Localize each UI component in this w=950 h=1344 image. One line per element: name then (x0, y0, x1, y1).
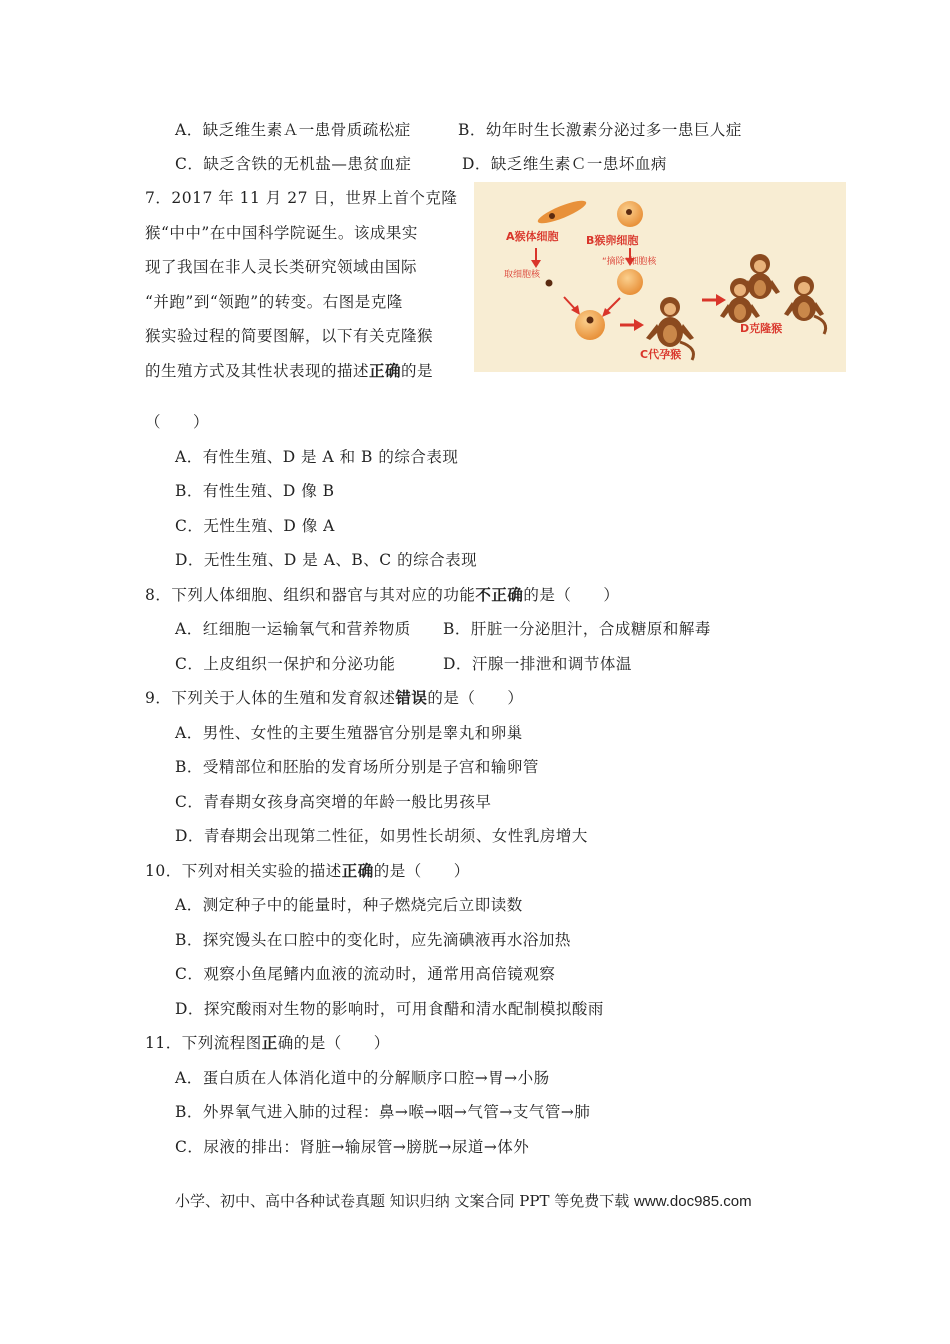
q7-stem-line-1: 7．2017 年 11 月 27 日，世界上首个克隆 (145, 189, 458, 207)
q6-option-a: A．缺乏维生素Ａ一患骨质疏松症 (175, 121, 411, 139)
label-d-cloned-monkey: D克隆猴 (740, 322, 783, 335)
cloned-monkey-diagram-svg (474, 182, 846, 372)
q6-option-c: C．缺乏含铁的无机盐—患贫血症 (175, 155, 412, 173)
q8-option-c: C．上皮组织一保护和分泌功能 (175, 655, 396, 673)
q10-option-b: B．探究馒头在口腔中的变化时，应先滴碘液再水浴加热 (175, 931, 571, 949)
somatic-cell-nucleus (549, 213, 555, 219)
q11-option-c: C．尿液的排出：肾脏→输尿管→膀胱→尿道→体外 (175, 1138, 530, 1156)
page-footer (175, 1190, 752, 1211)
q9-stem: 9．下列关于人体的生殖和发育叙述错误的是（ ） (145, 689, 524, 707)
q8-emphasis: 不正确 (475, 586, 524, 604)
q8-stem: 8．下列人体细胞、组织和器官与其对应的功能不正确的是（ ） (145, 586, 620, 604)
q10-option-d: D．探究酸雨对生物的影响时，可用食醋和清水配制模拟酸雨 (175, 1000, 604, 1018)
q9-option-c: C．青春期女孩身高突增的年龄一般比男孩早 (175, 793, 492, 811)
q8-option-a: A．红细胞一运输氧气和营养物质 (175, 620, 411, 638)
q7-stem-line-6: 的生殖方式及其性状表现的描述正确的是 (145, 362, 434, 380)
label-take-nucleus: 取细胞核 (504, 270, 541, 280)
label-a-somatic-cell: A猴体细胞 (506, 230, 559, 243)
label-b-egg-cell: B猴卵细胞 (586, 234, 639, 247)
cloned-monkey-diagram (474, 182, 846, 372)
q7-option-c: C．无性生殖、D 像 A (175, 517, 335, 535)
q11-stem: 11．下列流程图正确的是（ ） (145, 1034, 390, 1052)
q6-option-d: D．缺乏维生素Ｃ一患坏血病 (462, 155, 667, 173)
reconstructed-egg-shape (575, 310, 605, 340)
q9-option-b: B．受精部位和胚胎的发育场所分别是子宫和输卵管 (175, 758, 539, 776)
cloned-monkey-icon-3 (784, 276, 826, 334)
q9-option-d: D．青春期会出现第二性征，如男性长胡须、女性乳房增大 (175, 827, 588, 845)
q8-option-b: B．肝脏一分泌胆汁，合成糖原和解毒 (443, 620, 711, 638)
q9-emphasis: 错误 (395, 689, 428, 707)
q7-option-b: B．有性生殖、D 像 B (175, 482, 335, 500)
q6-option-b: B．幼年时生长激素分泌过多一患巨人症 (458, 121, 742, 139)
footer-link[interactable]: www.doc985.com (634, 1193, 752, 1210)
q9-option-a: A．男性、女性的主要生殖器官分别是睾丸和卵巢 (175, 724, 523, 742)
q7-answer-bracket: （ ） (145, 413, 210, 431)
label-remove-nucleus: “摘除”细胞核 (602, 257, 657, 267)
q7-option-d: D．无性生殖、D 是 A、B、C 的综合表现 (175, 551, 478, 569)
q11-option-b: B．外界氧气进入肺的过程：鼻→喉→咽→气管→支气管→肺 (175, 1103, 591, 1121)
q7-stem-line-5: 猴实验过程的简要图解，以下有关克隆猴 (145, 327, 434, 345)
footer-text: 小学、初中、高中各种试卷真题 知识归纳 文案合同 PPT 等免费下载 (175, 1192, 630, 1210)
q7-emphasis: 正确 (369, 362, 402, 380)
q10-option-c: C．观察小鱼尾鳍内血液的流动时，通常用高倍镜观察 (175, 965, 556, 983)
label-c-surrogate: C代孕猴 (640, 348, 682, 361)
q8-option-d: D．汗腺一排泄和调节体温 (443, 655, 632, 673)
q7-stem-line-3: 现了我国在非人灵长类研究领域由国际 (145, 258, 418, 276)
q7-option-a: A．有性生殖、D 是 A 和 B 的综合表现 (175, 448, 459, 466)
enucleated-egg-shape (617, 269, 643, 295)
q10-emphasis: 正确 (341, 862, 374, 880)
q7-stem-line-2: 猴“中中”在中国科学院诞生。该成果实 (145, 224, 418, 242)
somatic-cell-shape (536, 197, 589, 228)
q7-stem-line-4: “并跑”到“领跑”的转变。右图是克隆 (145, 293, 403, 311)
q11-emphasis: 正 (261, 1034, 278, 1052)
q10-stem: 10．下列对相关实验的描述正确的是（ ） (145, 862, 470, 880)
q11-option-a: A．蛋白质在人体消化道中的分解顺序口腔→胃→小肠 (175, 1069, 550, 1087)
isolated-nucleus (546, 280, 553, 287)
q10-option-a: A．测定种子中的能量时，种子燃烧完后立即读数 (175, 896, 523, 914)
